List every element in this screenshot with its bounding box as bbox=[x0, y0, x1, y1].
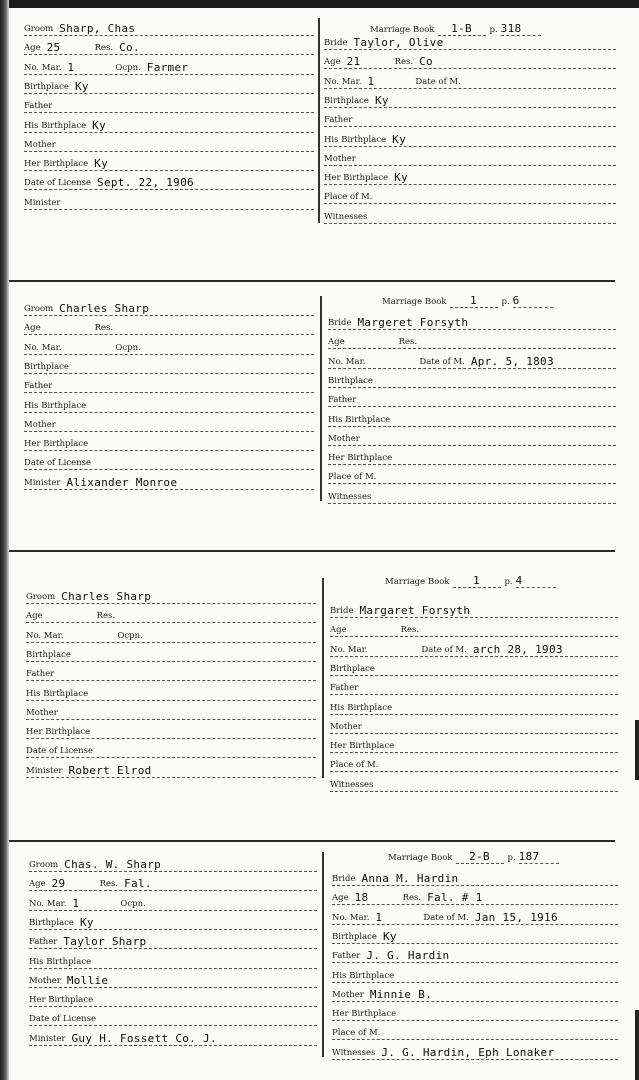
bride-value-his-birthplace: Ky bbox=[392, 132, 406, 146]
groom-value-minister: Guy H. Fossett Co. J. bbox=[71, 1031, 217, 1045]
groom-label-date-of-license: Date of License bbox=[24, 178, 92, 189]
bride-field-place-of-m bbox=[330, 756, 618, 772]
bride-field-no-mar bbox=[328, 353, 616, 369]
bride-field-father bbox=[330, 679, 618, 695]
bride-field-mother bbox=[328, 430, 616, 446]
card-column-divider bbox=[320, 296, 322, 501]
groom-field-father bbox=[24, 377, 314, 393]
groom-label-res: Res. bbox=[94, 323, 114, 334]
groom-value-her-birthplace: Ky bbox=[94, 157, 109, 171]
bride-value-date-of-m: arch 28, 1903 bbox=[472, 642, 563, 656]
bride-label-her-birthplace: Her Birthplace bbox=[328, 453, 393, 464]
groom-field-age bbox=[29, 875, 317, 891]
bride-label-his-birthplace: His Birthplace bbox=[328, 414, 391, 425]
groom-label-minister: Minister bbox=[24, 197, 61, 208]
groom-value-name: Sharp, Chas bbox=[59, 22, 136, 35]
bride-label-no-mar: No. Mar. bbox=[332, 912, 370, 923]
bride-label-res: Res. bbox=[402, 893, 422, 904]
bride-field-her-birthplace bbox=[324, 169, 616, 185]
groom-field-name bbox=[24, 20, 314, 36]
bride-value-age: 21 bbox=[346, 55, 361, 69]
bride-label-age: Age bbox=[330, 625, 347, 636]
bride-label-father: Father bbox=[330, 683, 359, 694]
bride-label-bride: Bride bbox=[332, 874, 356, 884]
bride-value-name: Margaret Forsyth bbox=[359, 604, 471, 617]
groom-label-mother: Mother bbox=[26, 707, 58, 718]
bride-label-father: Father bbox=[324, 115, 353, 126]
bride-field-father bbox=[332, 947, 618, 963]
marriage-book-ref bbox=[385, 574, 556, 588]
groom-field-date-of-license bbox=[24, 174, 314, 190]
bride-field-place-of-m bbox=[324, 188, 616, 204]
bride-value-witnesses: J. G. Hardin, Eph Lonaker bbox=[381, 1045, 555, 1059]
bride-field-birthplace bbox=[330, 660, 618, 676]
bride-label-date-of-m: Date of M. bbox=[423, 912, 469, 923]
marriage-book-label: Marriage Book bbox=[382, 297, 447, 307]
groom-field-minister bbox=[24, 194, 314, 210]
bride-label-his-birthplace: His Birthplace bbox=[332, 970, 395, 981]
bride-field-age bbox=[332, 889, 618, 905]
groom-value-minister: Alixander Monroe bbox=[66, 475, 178, 489]
groom-label-res: Res. bbox=[94, 43, 114, 54]
groom-label-ocpn: Ocpn. bbox=[120, 898, 146, 909]
groom-field-mother bbox=[26, 704, 316, 720]
groom-field-age bbox=[24, 319, 314, 335]
groom-label-father: Father bbox=[29, 937, 58, 948]
bride-value-no-mar: 1 bbox=[367, 74, 375, 88]
card-separator bbox=[9, 550, 615, 552]
bride-field-birthplace bbox=[324, 92, 616, 108]
groom-label-no-mar: No. Mar. bbox=[29, 898, 67, 909]
groom-label-minister: Minister bbox=[29, 1033, 66, 1044]
groom-value-minister: Robert Elrod bbox=[68, 763, 152, 777]
bride-label-witnesses: Witnesses bbox=[330, 779, 374, 790]
groom-label-age: Age bbox=[26, 611, 43, 622]
card-column-divider bbox=[322, 578, 324, 778]
bride-value-father: J. G. Hardin bbox=[366, 949, 450, 963]
groom-value-name: Charles Sharp bbox=[59, 302, 150, 315]
bride-label-place-of-m: Place of M. bbox=[332, 1028, 381, 1039]
groom-label-age: Age bbox=[24, 323, 41, 334]
groom-label-ocpn: Ocpn. bbox=[115, 62, 141, 73]
marriage-book-number: 1-B bbox=[438, 22, 486, 36]
groom-label-mother: Mother bbox=[24, 419, 56, 430]
bride-value-name: Anna M. Hardin bbox=[361, 872, 459, 885]
groom-label-birthplace: Birthplace bbox=[29, 917, 74, 928]
card-separator bbox=[9, 840, 615, 842]
groom-field-father bbox=[26, 665, 316, 681]
bride-label-place-of-m: Place of M. bbox=[330, 760, 379, 771]
groom-value-age: 25 bbox=[46, 41, 61, 55]
bride-label-witnesses: Witnesses bbox=[324, 211, 368, 222]
groom-label-his-birthplace: His Birthplace bbox=[24, 120, 87, 131]
bride-label-date-of-m: Date of M. bbox=[415, 76, 461, 87]
bride-field-his-birthplace bbox=[332, 967, 618, 983]
groom-label-father: Father bbox=[24, 381, 53, 392]
bride-value-date-of-m: Jan 15, 1916 bbox=[474, 910, 558, 924]
marriage-book-label: Marriage Book bbox=[370, 25, 435, 35]
bride-label-witnesses: Witnesses bbox=[332, 1047, 376, 1058]
groom-field-no-mar bbox=[29, 895, 317, 911]
bride-label-father: Father bbox=[332, 951, 361, 962]
marriage-book-label: Marriage Book bbox=[385, 577, 450, 587]
marriage-book-page-label: p. bbox=[489, 25, 498, 35]
bride-value-name: Margeret Forsyth bbox=[357, 316, 469, 329]
groom-label-mother: Mother bbox=[24, 139, 56, 150]
groom-label-res: Res. bbox=[96, 611, 116, 622]
groom-field-mother bbox=[29, 972, 317, 988]
groom-field-his-birthplace bbox=[24, 117, 314, 133]
groom-field-her-birthplace bbox=[29, 991, 317, 1007]
groom-label-his-birthplace: His Birthplace bbox=[24, 400, 87, 411]
groom-field-no-mar bbox=[24, 59, 314, 75]
groom-label-mother: Mother bbox=[29, 975, 61, 986]
marriage-book-page: 4 bbox=[516, 574, 556, 588]
bride-field-name bbox=[332, 870, 618, 886]
bride-label-res: Res. bbox=[394, 57, 414, 68]
groom-value-name: Charles Sharp bbox=[61, 590, 152, 603]
groom-field-name bbox=[26, 588, 316, 604]
groom-field-his-birthplace bbox=[24, 397, 314, 413]
scan-top-border bbox=[0, 0, 639, 8]
bride-label-res: Res. bbox=[398, 337, 418, 348]
marriage-book-page-label: p. bbox=[507, 853, 516, 863]
groom-label-no-mar: No. Mar. bbox=[24, 62, 62, 73]
bride-value-mother: Minnie B. bbox=[369, 987, 433, 1001]
marriage-book-ref bbox=[382, 294, 553, 308]
bride-label-mother: Mother bbox=[330, 721, 362, 732]
groom-label-birthplace: Birthplace bbox=[24, 361, 69, 372]
groom-value-no-mar: 1 bbox=[72, 896, 80, 910]
groom-label-father: Father bbox=[24, 101, 53, 112]
bride-label-age: Age bbox=[324, 57, 341, 68]
bride-label-mother: Mother bbox=[332, 989, 364, 1000]
bride-value-name: Taylor, Olive bbox=[353, 36, 444, 49]
groom-field-no-mar bbox=[24, 339, 314, 355]
bride-field-her-birthplace bbox=[328, 449, 616, 465]
bride-label-father: Father bbox=[328, 395, 357, 406]
groom-field-birthplace bbox=[24, 78, 314, 94]
bride-value-age: 18 bbox=[354, 891, 369, 905]
groom-label-his-birthplace: His Birthplace bbox=[26, 688, 89, 699]
marriage-book-ref bbox=[388, 850, 559, 864]
bride-field-witnesses bbox=[328, 488, 616, 504]
bride-label-witnesses: Witnesses bbox=[328, 491, 372, 502]
bride-value-res: Co bbox=[419, 55, 433, 69]
groom-field-age bbox=[26, 607, 316, 623]
bride-label-birthplace: Birthplace bbox=[328, 375, 373, 386]
bride-field-age bbox=[328, 333, 616, 349]
groom-field-date-of-license bbox=[24, 454, 314, 470]
bride-field-age bbox=[330, 621, 618, 637]
bride-value-her-birthplace: Ky bbox=[394, 171, 409, 185]
groom-label-ocpn: Ocpn. bbox=[117, 630, 143, 641]
groom-value-ocpn: Farmer bbox=[146, 60, 189, 74]
bride-field-no-mar bbox=[332, 909, 618, 925]
bride-field-his-birthplace bbox=[330, 699, 618, 715]
groom-value-his-birthplace: Ky bbox=[92, 118, 106, 132]
groom-value-age: 29 bbox=[51, 877, 66, 891]
groom-field-her-birthplace bbox=[26, 723, 316, 739]
groom-field-name bbox=[24, 300, 314, 316]
groom-label-age: Age bbox=[24, 43, 41, 54]
groom-label-birthplace: Birthplace bbox=[24, 81, 69, 92]
bride-field-place-of-m bbox=[328, 468, 616, 484]
groom-field-minister bbox=[24, 474, 314, 490]
bride-label-birthplace: Birthplace bbox=[324, 95, 369, 106]
groom-label-res: Res. bbox=[99, 879, 119, 890]
bride-field-name bbox=[328, 314, 616, 330]
groom-field-name bbox=[29, 856, 317, 872]
bride-label-birthplace: Birthplace bbox=[330, 663, 375, 674]
card-column-divider bbox=[322, 852, 324, 1057]
groom-label-date-of-license: Date of License bbox=[24, 458, 92, 469]
marriage-book-number: 1 bbox=[450, 294, 498, 308]
bride-field-his-birthplace bbox=[324, 131, 616, 147]
groom-field-her-birthplace bbox=[24, 435, 314, 451]
groom-label-father: Father bbox=[26, 669, 55, 680]
bride-field-birthplace bbox=[328, 372, 616, 388]
bride-value-res: Fal. # 1 bbox=[427, 891, 483, 905]
bride-field-name bbox=[330, 602, 618, 618]
bride-label-age: Age bbox=[328, 337, 345, 348]
groom-field-birthplace bbox=[24, 358, 314, 374]
bride-value-birthplace: Ky bbox=[374, 93, 389, 107]
bride-label-mother: Mother bbox=[328, 433, 360, 444]
groom-value-no-mar: 1 bbox=[67, 60, 75, 74]
bride-field-place-of-m bbox=[332, 1024, 618, 1040]
bride-value-birthplace: Ky bbox=[382, 929, 397, 943]
bride-label-birthplace: Birthplace bbox=[332, 931, 377, 942]
card-separator bbox=[9, 280, 615, 282]
marriage-book-number: 1 bbox=[453, 574, 501, 588]
bride-label-no-mar: No. Mar. bbox=[330, 644, 368, 655]
groom-label-her-birthplace: Her Birthplace bbox=[24, 159, 89, 170]
bride-field-witnesses bbox=[330, 776, 618, 792]
groom-label-birthplace: Birthplace bbox=[26, 649, 71, 660]
bride-field-mother bbox=[324, 150, 616, 166]
marriage-book-page: 318 bbox=[501, 22, 541, 36]
groom-field-father bbox=[24, 97, 314, 113]
bride-field-his-birthplace bbox=[328, 411, 616, 427]
bride-field-mother bbox=[330, 718, 618, 734]
bride-field-witnesses bbox=[332, 1044, 618, 1060]
groom-label-her-birthplace: Her Birthplace bbox=[26, 727, 91, 738]
marriage-book-page-label: p. bbox=[501, 297, 510, 307]
groom-label-ocpn: Ocpn. bbox=[115, 342, 141, 353]
groom-field-birthplace bbox=[26, 646, 316, 662]
groom-field-mother bbox=[24, 136, 314, 152]
groom-label-her-birthplace: Her Birthplace bbox=[24, 439, 89, 450]
marriage-book-label: Marriage Book bbox=[388, 853, 453, 863]
groom-label-groom: Groom bbox=[24, 24, 54, 34]
bride-label-bride: Bride bbox=[324, 38, 348, 48]
groom-value-mother: Mollie bbox=[66, 973, 109, 987]
groom-field-minister bbox=[26, 762, 316, 778]
groom-label-groom: Groom bbox=[24, 304, 54, 314]
bride-field-father bbox=[328, 391, 616, 407]
groom-field-minister bbox=[29, 1030, 317, 1046]
groom-label-her-birthplace: Her Birthplace bbox=[29, 995, 94, 1006]
bride-field-mother bbox=[332, 986, 618, 1002]
groom-label-his-birthplace: His Birthplace bbox=[29, 956, 92, 967]
bride-field-no-mar bbox=[324, 73, 616, 89]
groom-field-father bbox=[29, 933, 317, 949]
groom-label-no-mar: No. Mar. bbox=[24, 342, 62, 353]
scan-right-edge bbox=[635, 720, 639, 780]
marriage-book-page: 187 bbox=[519, 850, 559, 864]
marriage-book-page-label: p. bbox=[504, 577, 513, 587]
bride-label-bride: Bride bbox=[330, 606, 354, 616]
groom-field-date-of-license bbox=[26, 742, 316, 758]
groom-value-date-of-license: Sept. 22, 1906 bbox=[97, 176, 194, 190]
bride-label-bride: Bride bbox=[328, 318, 352, 328]
bride-field-her-birthplace bbox=[332, 1005, 618, 1021]
groom-value-res: Fal. bbox=[124, 877, 152, 891]
bride-field-birthplace bbox=[332, 928, 618, 944]
bride-label-no-mar: No. Mar. bbox=[324, 76, 362, 87]
groom-label-minister: Minister bbox=[24, 477, 61, 488]
bride-label-date-of-m: Date of M. bbox=[421, 644, 467, 655]
bride-value-date-of-m: Apr. 5, 1803 bbox=[470, 354, 554, 368]
bride-value-no-mar: 1 bbox=[375, 910, 383, 924]
bride-field-witnesses bbox=[324, 208, 616, 224]
groom-label-date-of-license: Date of License bbox=[29, 1014, 97, 1025]
groom-field-her-birthplace bbox=[24, 155, 314, 171]
bride-field-no-mar bbox=[330, 641, 618, 657]
bride-label-no-mar: No. Mar. bbox=[328, 356, 366, 367]
groom-value-res: Co. bbox=[119, 41, 140, 55]
groom-label-groom: Groom bbox=[26, 592, 56, 602]
scan-right-edge bbox=[635, 1010, 639, 1080]
marriage-book-page: 6 bbox=[513, 294, 553, 308]
groom-field-no-mar bbox=[26, 627, 316, 643]
marriage-book-number: 2-B bbox=[456, 850, 504, 864]
groom-field-date-of-license bbox=[29, 1010, 317, 1026]
groom-value-birthplace: Ky bbox=[74, 79, 89, 93]
groom-label-no-mar: No. Mar. bbox=[26, 630, 64, 641]
groom-label-date-of-license: Date of License bbox=[26, 746, 94, 757]
bride-label-date-of-m: Date of M. bbox=[419, 356, 465, 367]
groom-field-his-birthplace bbox=[29, 953, 317, 969]
bride-label-place-of-m: Place of M. bbox=[328, 472, 377, 483]
bride-label-place-of-m: Place of M. bbox=[324, 192, 373, 203]
scan-left-border bbox=[0, 0, 9, 1080]
groom-field-mother bbox=[24, 416, 314, 432]
groom-value-father: Taylor Sharp bbox=[63, 935, 147, 949]
groom-field-birthplace bbox=[29, 914, 317, 930]
bride-label-her-birthplace: Her Birthplace bbox=[330, 741, 395, 752]
bride-field-age bbox=[324, 53, 616, 69]
bride-label-mother: Mother bbox=[324, 153, 356, 164]
bride-field-father bbox=[324, 111, 616, 127]
groom-label-groom: Groom bbox=[29, 860, 59, 870]
bride-label-his-birthplace: His Birthplace bbox=[324, 134, 387, 145]
groom-value-name: Chas. W. Sharp bbox=[64, 858, 162, 871]
groom-field-his-birthplace bbox=[26, 685, 316, 701]
bride-label-his-birthplace: His Birthplace bbox=[330, 702, 393, 713]
bride-label-her-birthplace: Her Birthplace bbox=[324, 173, 389, 184]
bride-label-res: Res. bbox=[400, 625, 420, 636]
groom-label-minister: Minister bbox=[26, 765, 63, 776]
groom-label-age: Age bbox=[29, 879, 46, 890]
groom-value-birthplace: Ky bbox=[79, 915, 94, 929]
bride-label-her-birthplace: Her Birthplace bbox=[332, 1009, 397, 1020]
bride-field-name bbox=[324, 34, 616, 50]
bride-label-age: Age bbox=[332, 893, 349, 904]
bride-field-her-birthplace bbox=[330, 737, 618, 753]
groom-field-age bbox=[24, 39, 314, 55]
card-column-divider bbox=[318, 18, 320, 223]
